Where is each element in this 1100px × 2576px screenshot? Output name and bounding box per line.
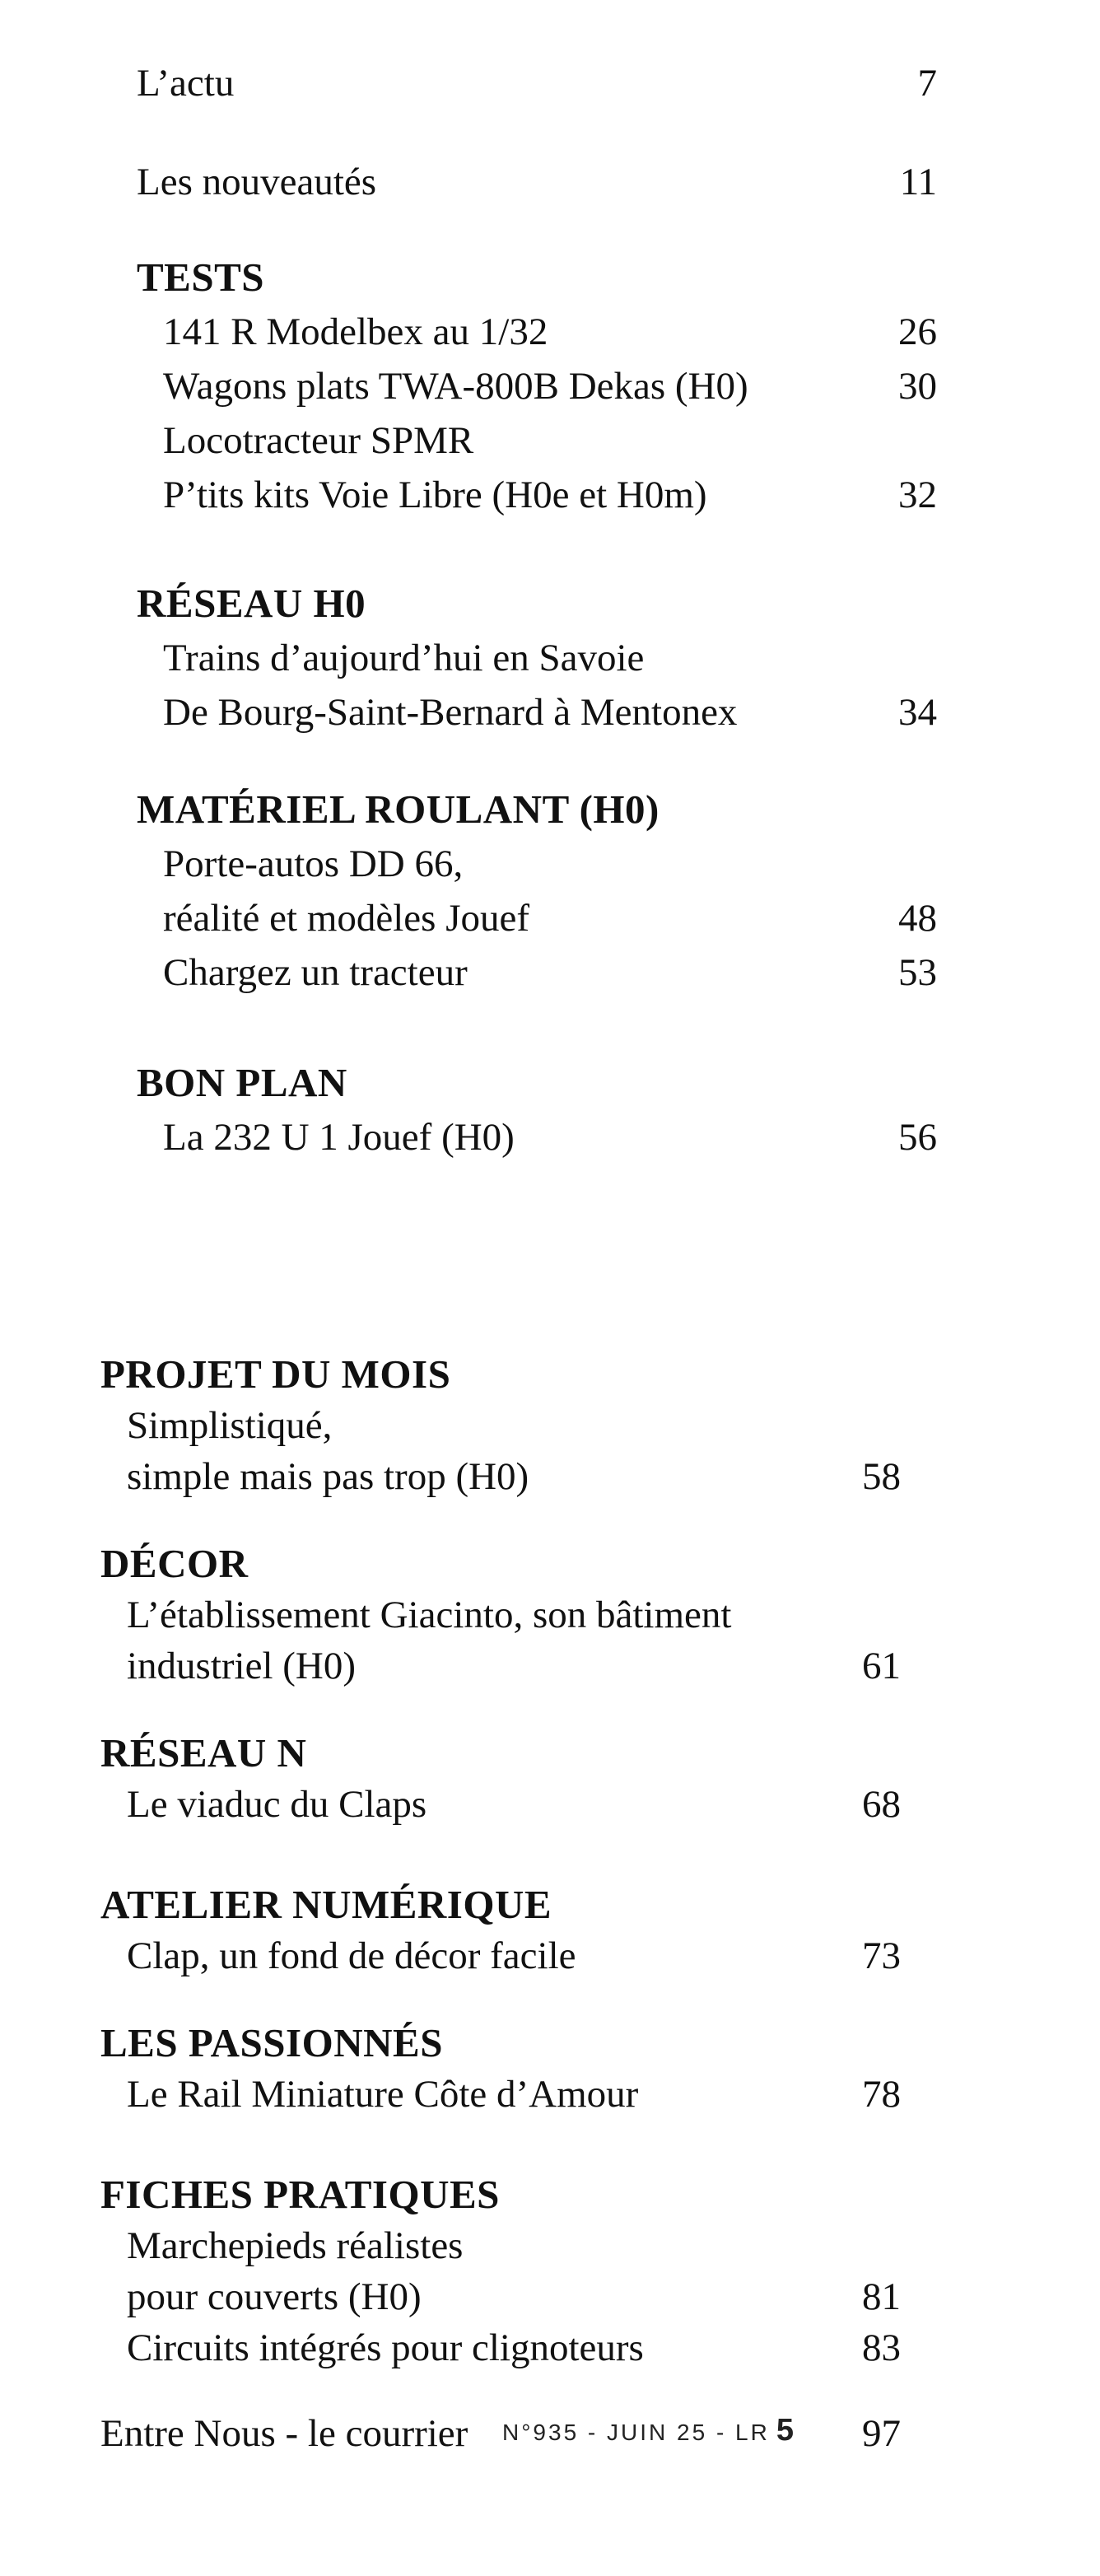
toc-entry[interactable]: P’tits kits Voie Libre (H0e et H0m) bbox=[163, 474, 707, 516]
section-heading-projet: PROJET DU MOIS bbox=[100, 1351, 451, 1397]
toc-entry[interactable]: Locotracteur SPMR bbox=[163, 419, 474, 462]
page-number: 26 bbox=[898, 310, 937, 353]
toc-entry[interactable]: industriel (H0) bbox=[127, 1645, 357, 1687]
page-number: 97 bbox=[862, 2412, 901, 2455]
page-number: 56 bbox=[898, 1116, 937, 1159]
page-number: 48 bbox=[898, 897, 937, 940]
section-heading-reseau-n: RÉSEAU N bbox=[100, 1730, 307, 1776]
section-heading-reseau-h0: RÉSEAU H0 bbox=[137, 581, 366, 626]
toc-entry[interactable]: De Bourg-Saint-Bernard à Mentonex bbox=[163, 691, 738, 734]
toc-entry[interactable]: Porte-autos DD 66, bbox=[163, 842, 464, 885]
page-number: 61 bbox=[862, 1645, 901, 1687]
page-number: 68 bbox=[862, 1783, 901, 1826]
toc-entry[interactable]: Chargez un tracteur bbox=[163, 951, 468, 994]
toc-entry-actu[interactable]: L’actu bbox=[137, 62, 235, 105]
page-number: 58 bbox=[862, 1455, 901, 1498]
page-number: 32 bbox=[898, 474, 937, 516]
toc-entry[interactable]: Clap, un fond de décor facile bbox=[127, 1934, 576, 1977]
section-heading-decor: DÉCOR bbox=[100, 1541, 249, 1586]
folio-number: 5 bbox=[776, 2413, 794, 2448]
toc-entry[interactable]: Circuits intégrés pour clignoteurs bbox=[127, 2326, 644, 2369]
toc-entry[interactable]: Simplistiqué, bbox=[127, 1404, 333, 1447]
toc-entry[interactable]: réalité et modèles Jouef bbox=[163, 897, 530, 940]
toc-entry[interactable]: Le viaduc du Claps bbox=[127, 1783, 427, 1826]
page-number: 30 bbox=[898, 365, 937, 408]
toc-entry[interactable]: L’établissement Giacinto, son bâtiment bbox=[127, 1594, 732, 1636]
toc-entry[interactable]: simple mais pas trop (H0) bbox=[127, 1455, 529, 1498]
page-number: 73 bbox=[862, 1934, 901, 1977]
page-number: 83 bbox=[862, 2326, 901, 2369]
page-number: 7 bbox=[917, 62, 937, 105]
toc-entry[interactable]: 141 R Modelbex au 1/32 bbox=[163, 310, 548, 353]
toc-entry[interactable]: La 232 U 1 Jouef (H0) bbox=[163, 1116, 515, 1159]
toc-entry[interactable]: Le Rail Miniature Côte d’Amour bbox=[127, 2073, 639, 2116]
section-heading-passionnes: LES PASSIONNÉS bbox=[100, 2020, 443, 2065]
page-number: 53 bbox=[898, 951, 937, 994]
toc-entry[interactable]: Trains d’aujourd’hui en Savoie bbox=[163, 637, 645, 679]
issue-info: N°935 - JUIN 25 - LR bbox=[502, 2420, 770, 2445]
toc-entry-nouveautes[interactable]: Les nouveautés bbox=[137, 161, 377, 203]
page-number: 34 bbox=[898, 691, 937, 734]
toc-entry[interactable]: Wagons plats TWA-800B Dekas (H0) bbox=[163, 365, 748, 408]
page-number: 78 bbox=[862, 2073, 901, 2116]
page-number: 81 bbox=[862, 2275, 901, 2318]
section-heading-atelier: ATELIER NUMÉRIQUE bbox=[100, 1882, 552, 1927]
section-heading-fiches: FICHES PRATIQUES bbox=[100, 2172, 500, 2217]
page-number: 11 bbox=[899, 161, 937, 203]
page-footer bbox=[502, 2413, 794, 2448]
toc-entry-courrier[interactable]: Entre Nous - le courrier bbox=[100, 2412, 468, 2455]
section-heading-materiel: MATÉRIEL ROULANT (H0) bbox=[137, 786, 660, 832]
section-heading-bon-plan: BON PLAN bbox=[137, 1060, 347, 1105]
section-heading-tests: TESTS bbox=[137, 254, 265, 300]
toc-entry[interactable]: Marchepieds réalistes bbox=[127, 2224, 464, 2267]
toc-entry[interactable]: pour couverts (H0) bbox=[127, 2275, 422, 2318]
